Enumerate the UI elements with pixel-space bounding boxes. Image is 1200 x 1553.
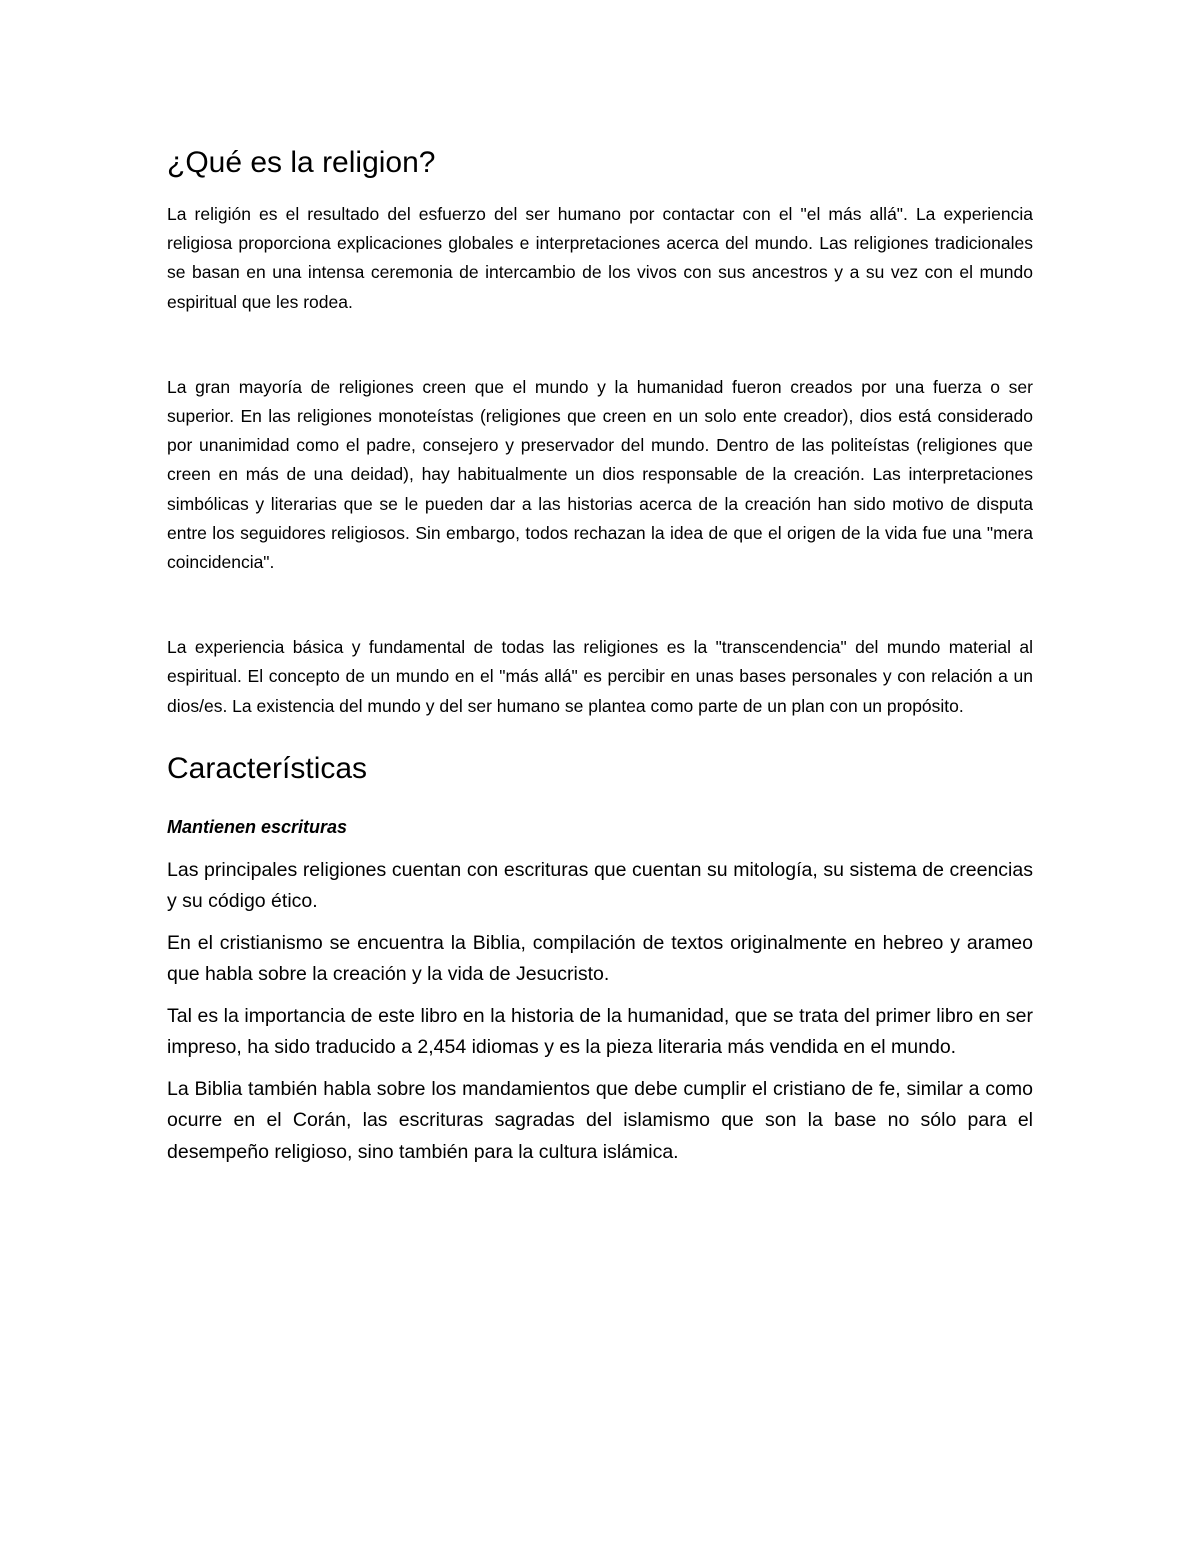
paragraph-spacer xyxy=(167,577,1033,633)
intro-paragraph-2: La gran mayoría de religiones creen que el mundo y la humanidad fueron creados por una fuerza o ser superior. En las religiones monoteístas (religiones que creen en un solo ente creador), dios está considerado por unanimidad como el padre, consejero y preservador del mundo. Dentro de las politeístas (religiones que creen en más de una deidad), hay habitualmente un dios responsable de la creación. Las interpretaciones simbólicas y literarias que se le pueden dar a las historias acerca de la creación han sido motivo de disputa entre los seguidores religiosos. Sin embargo, todos rechazan la idea de que el origen de la vida fue una "mera coincidencia". xyxy=(167,376,1033,573)
section-paragraph-1: Las principales religiones cuentan con escrituras que cuentan su mitología, su sistema de creencias y su código ético. xyxy=(167,858,1033,913)
section-paragraph-4: La Biblia también habla sobre los mandamientos que debe cumplir el cristiano de fe, similar a como ocurre en el Corán, las escrituras sagradas del islamismo que son la base no sólo para el desempeño religioso, sino también para la cultura islámica. xyxy=(167,1077,1033,1163)
subsection-heading: Mantienen escrituras xyxy=(167,816,348,837)
intro-paragraph-1: La religión es el resultado del esfuerzo del ser humano por contactar con el "el más allá". La experiencia religiosa proporciona explicaciones globales e interpretaciones acerca del mundo. Las religiones tradicionales se basan en una intensa ceremonia de intercambio de los vivos con sus ancestros y a su vez con el mundo espiritual que les rodea. xyxy=(167,204,1033,312)
document-content xyxy=(167,138,1033,1168)
paragraph-spacer xyxy=(167,317,1033,373)
section-heading: Características xyxy=(167,751,368,785)
section-paragraph-3: Tal es la importancia de este libro en la historia de la humanidad, que se trata del primer libro en ser impreso, ha sido traducido a 2,454 idiomas y es la pieza literaria más vendida en el mundo. xyxy=(167,1004,1033,1059)
page-title: ¿Qué es la religion? xyxy=(167,146,436,179)
intro-paragraph-3: La experiencia básica y fundamental de todas las religiones es la "transcendencia" del mundo material al espiritual. El concepto de un mundo en el "más allá" es percibir en unas bases personales y con relación a un dios/es. La existencia del mundo y del ser humano se plantea como parte de un plan con un propósito. xyxy=(167,637,1033,716)
section-paragraph-2: En el cristianismo se encuentra la Biblia, compilación de textos originalmente en hebreo y arameo que habla sobre la creación y la vida de Jesucristo. xyxy=(167,931,1033,986)
